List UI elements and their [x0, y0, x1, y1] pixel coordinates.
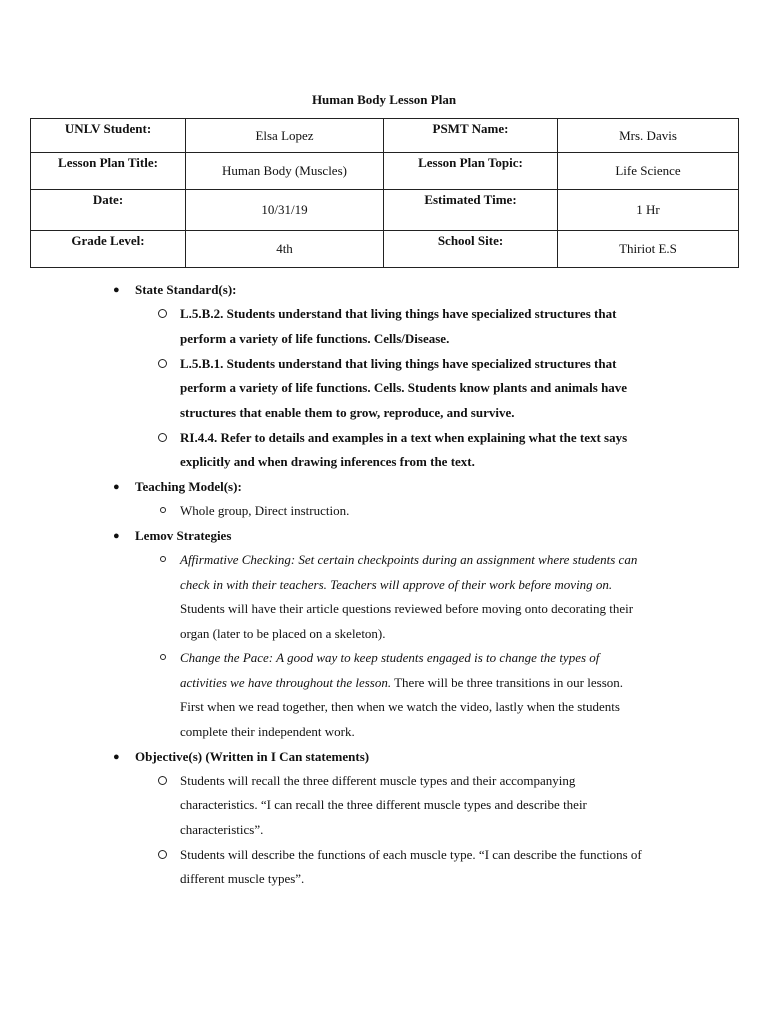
lemov-2-line2 [180, 675, 623, 691]
objective-1-line1: Students will recall the three different muscle types and their accompanying [180, 773, 576, 788]
teaching-item: Whole group, Direct instruction. [180, 503, 350, 518]
standard-2-line2: perform a variety of life functions. Cells. Students know plants and animals have [180, 380, 628, 395]
label-lesson-topic: Lesson Plan Topic: [384, 153, 558, 190]
circle-bullet-icon [158, 433, 167, 442]
objectives-heading: Objective(s) (Written in I Can statements) [135, 749, 370, 764]
lemov-1-line2: check in with their teachers. Teachers will approve of their work before moving on. [180, 577, 613, 592]
small-circle-bullet-icon [160, 556, 166, 562]
table-row [31, 119, 739, 153]
value-grade-level: 4th [186, 231, 384, 268]
circle-bullet-icon [158, 309, 167, 318]
objective-2-line1: Students will describe the functions of each muscle type. “I can describe the functions of [180, 847, 642, 862]
label-school-site: School Site: [384, 231, 558, 268]
bullet-icon: ● [113, 284, 120, 296]
objective-1-line2: characteristics. “I can recall the three different muscle types and describe their [180, 797, 587, 812]
circle-bullet-icon [158, 359, 167, 368]
teaching-heading: Teaching Model(s): [135, 479, 242, 494]
bullet-icon: ● [113, 530, 120, 542]
value-school-site: Thiriot E.S [558, 231, 739, 268]
label-grade-level: Grade Level: [31, 231, 186, 268]
lemov-1-line4: organ (later to be placed on a skeleton). [180, 626, 386, 641]
standard-1-line2: perform a variety of life functions. Cells/Disease. [180, 331, 450, 346]
bullet-icon: ● [113, 481, 120, 493]
table-row [31, 153, 739, 190]
bullet-icon: ● [113, 751, 120, 763]
value-psmt-name: Mrs. Davis [558, 119, 739, 153]
document-title: Human Body Lesson Plan [311, 92, 457, 107]
value-lesson-topic: Life Science [558, 153, 739, 190]
small-circle-bullet-icon [160, 654, 166, 660]
lesson-info-table [30, 118, 739, 268]
value-date: 10/31/19 [186, 190, 384, 231]
value-unlv-student: Elsa Lopez [186, 119, 384, 153]
lemov-2-line1: Change the Pace: A good way to keep students engaged is to change the types of [180, 650, 600, 665]
standard-3-line1: RI.4.4. Refer to details and examples in a text when explaining what the text says [180, 430, 628, 445]
objective-1-line3: characteristics”. [180, 822, 264, 837]
standard-2-line3: structures that enable them to grow, reproduce, and survive. [180, 405, 515, 420]
value-estimated-time: 1 Hr [558, 190, 739, 231]
label-unlv-student: UNLV Student: [31, 119, 186, 153]
table-row [31, 190, 739, 231]
lemov-2-italic: activities we have throughout the lesson. [180, 675, 392, 690]
standard-3-line2: explicitly and when drawing inferences from the text. [180, 454, 475, 469]
objective-2-line2: different muscle types”. [180, 871, 305, 886]
circle-bullet-icon [158, 850, 167, 859]
lemov-1-line3: Students will have their article questions reviewed before moving onto decorating their [180, 601, 634, 616]
label-estimated-time: Estimated Time: [384, 190, 558, 231]
label-psmt-name: PSMT Name: [384, 119, 558, 153]
lemov-heading: Lemov Strategies [135, 528, 232, 543]
standard-2-line1: L.5.B.1. Students understand that living things have specialized structures that [180, 356, 617, 371]
lemov-2-line4: complete their independent work. [180, 724, 355, 739]
standards-heading: State Standard(s): [135, 282, 237, 297]
value-lesson-title: Human Body (Muscles) [186, 153, 384, 190]
circle-bullet-icon [158, 776, 167, 785]
label-date: Date: [31, 190, 186, 231]
lemov-2-line3: First when we read together, then when we watch the video, lastly when the students [180, 699, 620, 714]
lemov-2-normal: There will be three transitions in our lesson. [391, 675, 623, 690]
table-row [31, 231, 739, 268]
standard-1-line1: L.5.B.2. Students understand that living things have specialized structures that [180, 306, 617, 321]
label-lesson-title: Lesson Plan Title: [31, 153, 186, 190]
lemov-1-line1: Affirmative Checking: Set certain checkpoints during an assignment where students can [180, 552, 638, 567]
small-circle-bullet-icon [160, 507, 166, 513]
